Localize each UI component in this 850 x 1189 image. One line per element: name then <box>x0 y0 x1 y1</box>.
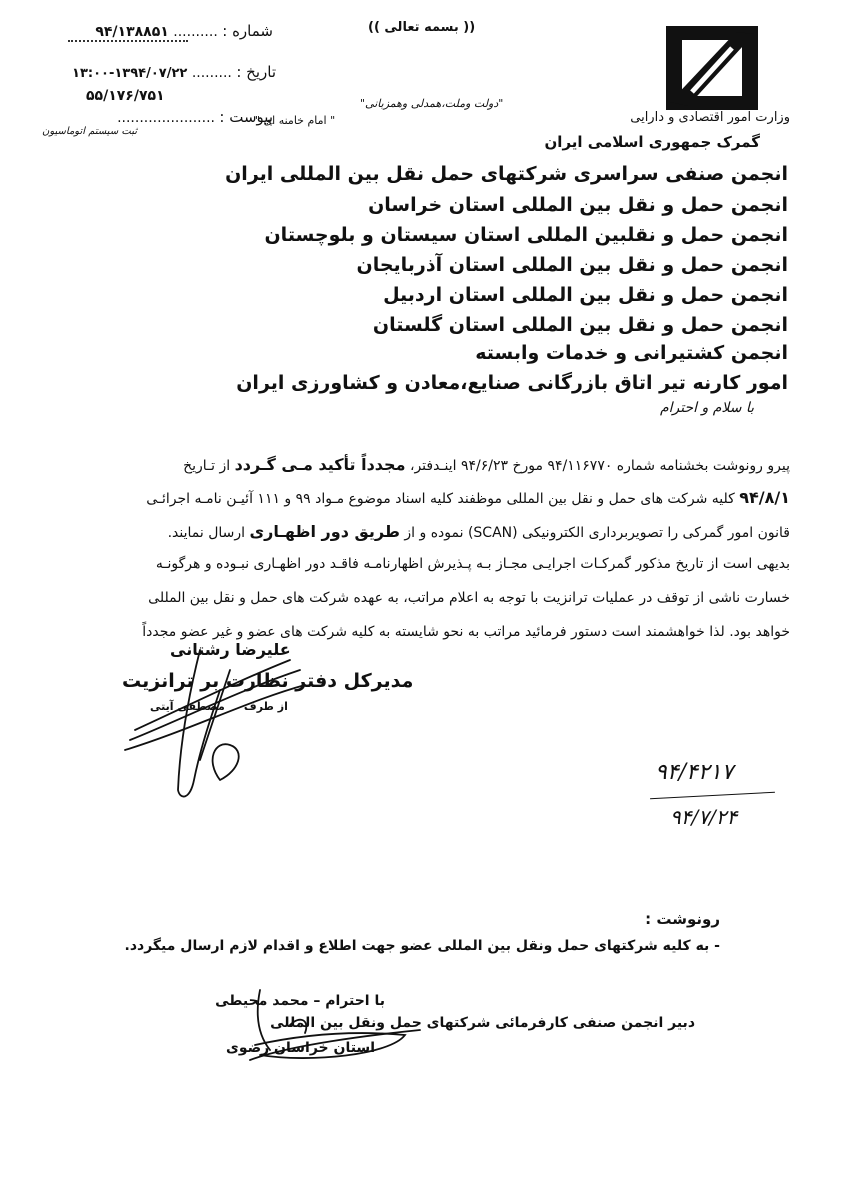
second-regards: با احترام – محمد محیطی <box>215 993 385 1009</box>
date-row: تاریخ : ......... ۱۳۹۴/۰۷/۲۲-۱۳:۰۰ <box>72 63 276 81</box>
body-line-6: خواهد بود. لذا خواهشمند است دستور فرمائید مراتب به نحو شایسته به کلیه شرکت های عضو و غیر عضو مجدداً <box>142 624 790 640</box>
signer-name: علیرضا رشتانی <box>170 640 291 659</box>
second-title: دبیر انجمن صنفی کارفرمائی شرکتهای حمل ونقل بین المللی <box>270 1015 695 1031</box>
signature-scribble <box>120 630 320 805</box>
number-dots <box>68 40 188 42</box>
body-line-4: بدیهی است از تاریخ مذکور گمرکـات اجرایـی مجـاز بـه پـذیرش اظهارنامـه فاقـد دور اظهـاری نبـوده و هرگونـه <box>155 556 790 572</box>
ministry-name: وزارت امور اقتصادی و دارایی <box>630 110 790 125</box>
on-behalf-label: از طرف <box>243 700 288 713</box>
handwritten-number: ۹۴/۴۲۱۷ <box>655 760 734 785</box>
bismillah: (( بسمه تعالی )) <box>368 20 476 35</box>
date-value: ۱۳۹۴/۰۷/۲۲-۱۳:۰۰ <box>72 66 188 81</box>
addressee-3: انجمن حمل و نقلبین المللی استان سیستان و بلوچستان <box>264 224 788 246</box>
body-line-3: قانون امور گمرکی را تصویربرداری الکترونیکی (SCAN) نموده و از طریق دور اظهـاری ارسال نمایند. <box>167 522 790 541</box>
date-label: تاریخ : <box>236 63 276 81</box>
addressee-1: انجمن صنفی سراسری شرکتهای حمل نقل بین المللی ایران <box>225 163 788 185</box>
customs-logo <box>662 22 762 114</box>
greeting: با سلام و احترام <box>660 400 755 416</box>
org-name: گمرک جمهوری اسلامی ایران <box>544 133 760 151</box>
handwritten-underline <box>650 792 775 800</box>
cc-line: - به کلیه شرکتهای حمل ونقل بین المللی عضو جهت اطلاع و اقدام لازم ارسال میگردد. <box>124 938 720 954</box>
ref-number: ۵۵/۱۷۶/۷۵۱ <box>86 88 165 104</box>
cc-title: رونوشت : <box>645 910 720 928</box>
system-note: ثبت سیستم اتوماسیون <box>42 126 138 137</box>
number-value: ۹۴/۱۳۸۸۵۱ <box>95 24 169 40</box>
body-line-5: خسارت ناشی از توقف در عملیات ترانزیت با توجه به اعلام مراتب، به عهده شرکت های حمل و نقل بین المللی <box>148 590 790 606</box>
slogan: "دولت وملت،همدلی وهمزبانی" <box>360 97 504 110</box>
addressee-8: امور کارنه تیر اتاق بازرگانی صنایع،معادن و کشاورزی ایران <box>236 372 788 394</box>
number-label: شماره : <box>222 22 273 40</box>
attachment-label: پیوست : <box>219 108 273 126</box>
body-line-1: پیرو رونوشت بخشنامه شماره ۹۴/۱۱۶۷۷۰ مورخ ۹۴/۶/۲۳ اینـدفتر، مجدداً تأکید مـی گـردد از تـاریخ <box>183 455 790 474</box>
attachment-row: پیوست : ...................... <box>117 108 273 126</box>
addressee-6: انجمن حمل و نقل بین المللی استان گلستان <box>372 314 788 336</box>
addressee-4: انجمن حمل و نقل بین المللی استان آذربایجان <box>356 254 788 276</box>
second-province: استان خراسان رضوی <box>225 1040 375 1056</box>
on-behalf-name: مصطفی آیتی <box>150 700 225 713</box>
signer-title: مدیرکل دفتر نظارت بر ترانزیت <box>122 670 414 692</box>
body-line-2: ۹۴/۸/۱ کلیه شرکت های حمل و نقل بین المللی موظفند کلیه اسناد موضوع مـواد ۹۹ و ۱۱۱ آئیـن نامـه اجرائـی <box>146 488 790 507</box>
cc-bullet: - <box>709 938 720 954</box>
imam-quote: " امام خامنه ای " <box>255 114 336 127</box>
second-signature-scribble <box>230 975 430 1070</box>
addressee-7: انجمن کشتیرانی و خدمات وابسته <box>475 342 788 364</box>
addressee-5: انجمن حمل و نقل بین المللی استان اردبیل <box>383 284 788 306</box>
addressee-2: انجمن حمل و نقل بین المللی استان خراسان <box>368 194 788 216</box>
letter-number-row: شماره : .......... ۹۴/۱۳۸۸۵۱ <box>95 22 273 40</box>
handwritten-date: ۹۴/۷/۲۴ <box>670 805 738 829</box>
